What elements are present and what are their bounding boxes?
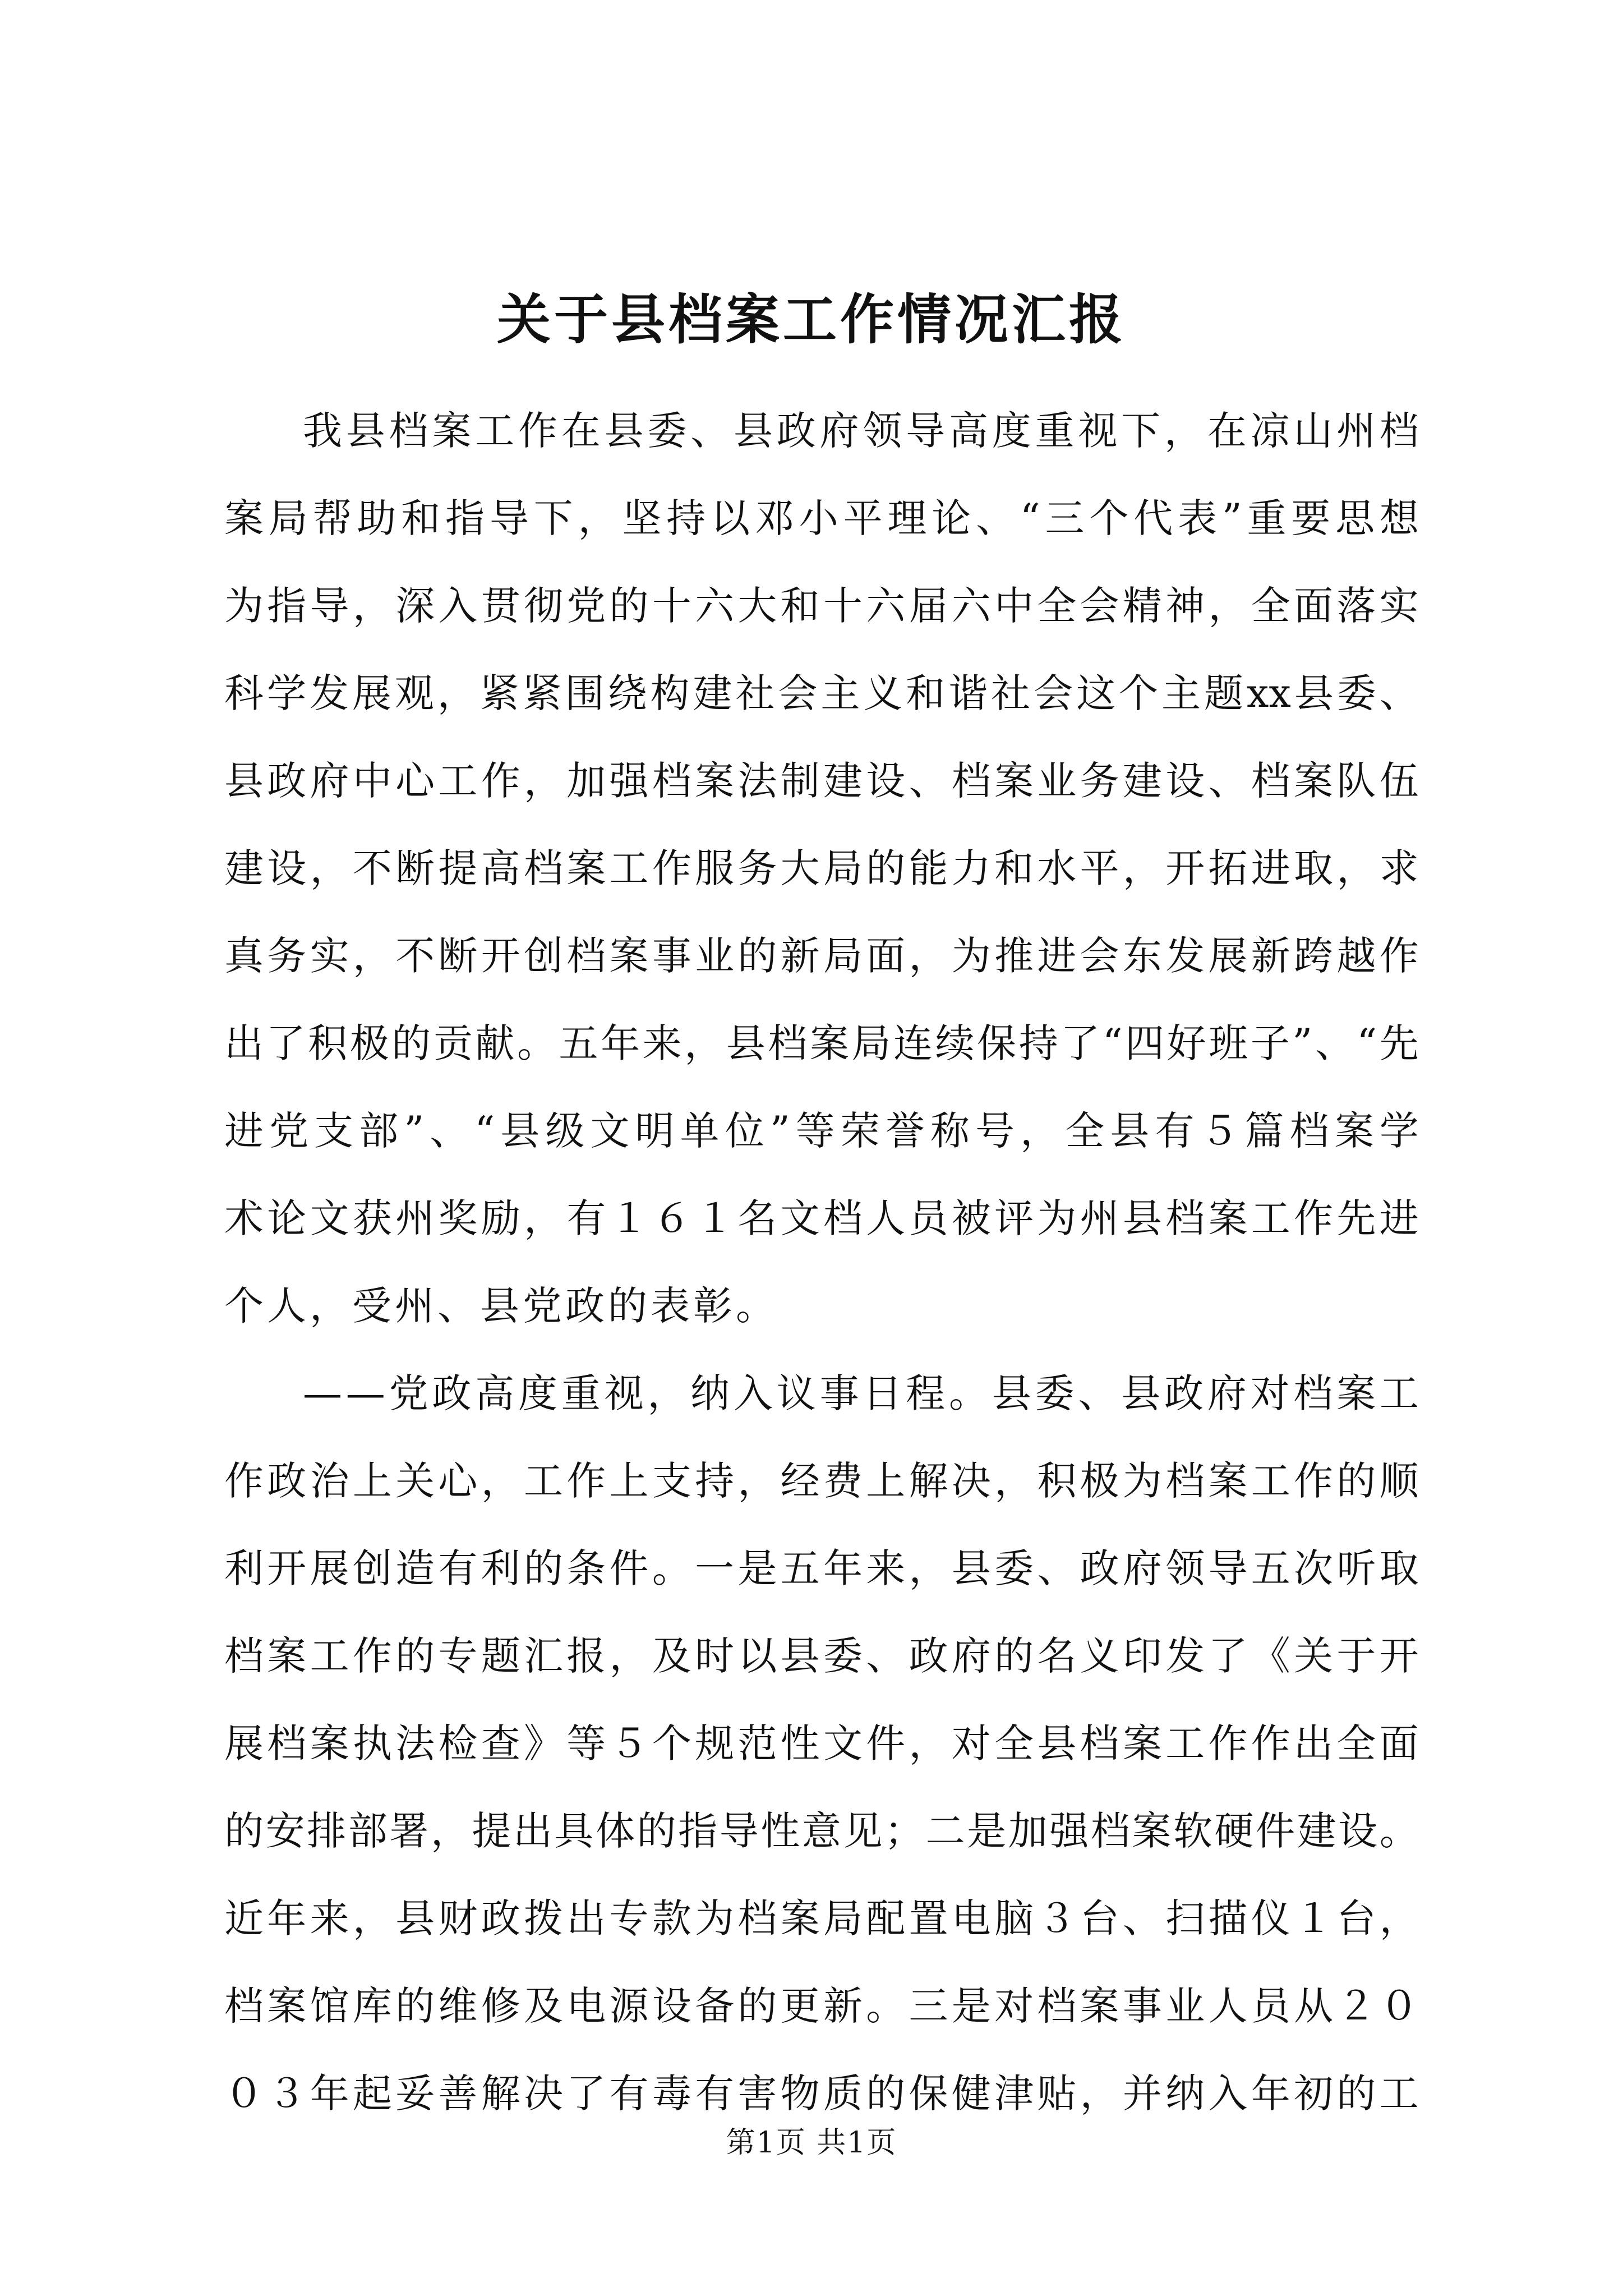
text-line: 科 学 发 展 观 ， 紧 紧 围 绕 构 建 社 会 主 义 和 谐 社 会 这 个 主 题 xx 县 委 、 — [224, 670, 1419, 716]
text-line: 进 党 支 部 ” 、 “ 县 级 文 明 单 位 ” 等 荣 誉 称 号 ， 全 县 有 ５ 篇 档 案 学 — [224, 1108, 1419, 1154]
text-line: 个人，受州、县党政的表彰。 — [224, 1283, 778, 1329]
text-line: 利 开 展 创 造 有 利 的 条 件 。 一 是 五 年 来 ， 县 委 、 政 府 领 导 五 次 听 取 — [224, 1545, 1419, 1591]
text-line: 的 安 排 部 署 ， 提 出 具 体 的 指 导 性 意 见 ； 二 是 加 强 档 案 软 硬 件 建 设 。 — [224, 1808, 1419, 1854]
text-line: 档 案 馆 库 的 维 修 及 电 源 设 备 的 更 新 。 三 是 对 档 案 事 业 人 员 从 ２ ０ — [224, 1983, 1419, 2029]
text-line: 为 指 导 ， 深 入 贯 彻 党 的 十 六 大 和 十 六 届 六 中 全 会 精 神 ， 全 面 落 实 — [224, 583, 1419, 629]
text-line: 档 案 工 作 的 专 题 汇 报 ， 及 时 以 县 委 、 政 府 的 名 义 印 发 了 《 关 于 开 — [224, 1633, 1419, 1679]
document-body — [224, 387, 1419, 2137]
text-line: 案 局 帮 助 和 指 导 下 ， 坚 持 以 邓 小 平 理 论 、 “ 三 个 代 表 ” 重 要 思 想 — [224, 495, 1419, 541]
page-footer: 第1页 共1页 — [726, 2126, 897, 2160]
text-line: 出 了 积 极 的 贡 献 。 五 年 来 ， 县 档 案 局 连 续 保 持 了 “ 四 好 班 子 ” 、 “ 先 — [224, 1020, 1419, 1066]
text-line: 我 县 档 案 工 作 在 县 委 、 县 政 府 领 导 高 度 重 视 下 ， 在 凉 山 州 档 — [303, 408, 1419, 454]
text-line: 术 论 文 获 州 奖 励 ， 有 １ ６ １ 名 文 档 人 员 被 评 为 州 县 档 案 工 作 先 进 — [224, 1195, 1419, 1241]
text-line: ０ ３ 年 起 妥 善 解 决 了 有 毒 有 害 物 质 的 保 健 津 贴 ， 并 纳 入 年 初 的 工 — [224, 2070, 1419, 2116]
text-line: 近 年 来 ， 县 财 政 拨 出 专 款 为 档 案 局 配 置 电 脑 ３ 台 、 扫 描 仪 １ 台 ， — [224, 1895, 1419, 1941]
text-line: 真 务 实 ， 不 断 开 创 档 案 事 业 的 新 局 面 ， 为 推 进 会 东 发 展 新 跨 越 作 — [224, 933, 1419, 979]
text-line: — — 党 政 高 度 重 视 ， 纳 入 议 事 日 程 。 县 委 、 县 政 府 对 档 案 工 — [303, 1370, 1419, 1416]
text-line: 县 政 府 中 心 工 作 ， 加 强 档 案 法 制 建 设 、 档 案 业 务 建 设 、 档 案 队 伍 — [224, 758, 1419, 804]
text-line: 作 政 治 上 关 心 ， 工 作 上 支 持 ， 经 费 上 解 决 ， 积 极 为 档 案 工 作 的 顺 — [224, 1458, 1419, 1504]
text-line: 展 档 案 执 法 检 查 》 等 ５ 个 规 范 性 文 件 ， 对 全 县 档 案 工 作 作 出 全 面 — [224, 1720, 1419, 1766]
text-line: 建 设 ， 不 断 提 高 档 案 工 作 服 务 大 局 的 能 力 和 水 平 ， 开 拓 进 取 ， 求 — [224, 845, 1419, 891]
page-title: 关于县档案工作情况汇报 — [497, 288, 1126, 351]
